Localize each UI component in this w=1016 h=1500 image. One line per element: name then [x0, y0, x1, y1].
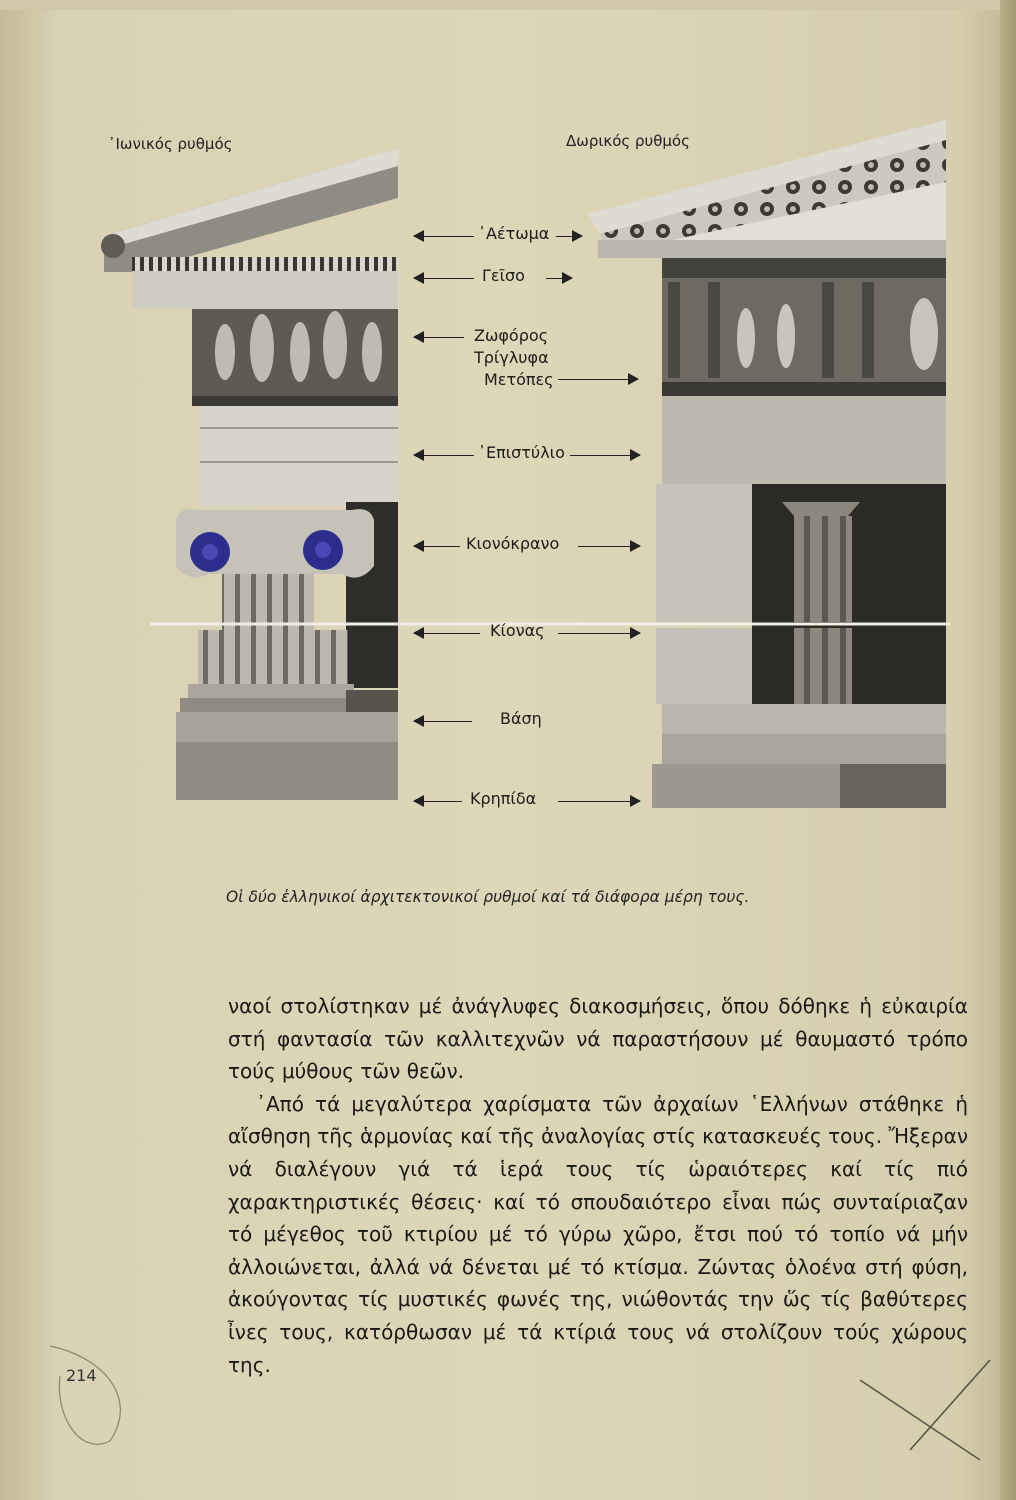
arrow-vasi-left	[414, 721, 472, 722]
label-krepida: Κρηπίδα	[470, 789, 537, 808]
arrow-kionas-left	[414, 633, 480, 634]
label-kionas: Κίονας	[490, 621, 545, 640]
doric-order-title: Δωρικός ρυθμός	[566, 132, 690, 150]
figure-caption: Οἱ δύο ἑλληνικοί ἀρχιτεκτονικοί ρυθμοί καί τά διάφορα μέρη τους.	[226, 888, 750, 906]
arrow-kionokrano-right	[578, 546, 640, 547]
label-kionokrano: Κιονόκρανο	[466, 534, 560, 553]
arrow-geiso-left	[414, 278, 474, 279]
label-vasi: Βάση	[500, 709, 542, 728]
arrow-kionokrano-left	[414, 546, 460, 547]
paragraph: ναοί στολίστηκαν μέ ἀνάγλυφες διακοσμήσεις, ὅπου δόθηκε ἡ εὐκαιρία στή φαντασία τῶν καλλιτεχνῶν νά παραστήσουν μέ θαυμαστό τρόπο τούς μύθους τῶν θεῶν.	[228, 994, 968, 1084]
arrow-aetoma-left	[414, 236, 474, 237]
paragraph: ᾿Από τά μεγαλύτερα χαρίσματα τῶν ἀρχαίων ῾Ελλήνων στάθηκε ἡ αἴσθηση τῆς ἁρμονίας καί τῆς ἀναλογίας στίς κατασκευές τους. Ἤξεραν νά διαλέγουν γιά τά ἱερά τους τίς ὡραιότερες καί τίς πιό χαρακτηριστικές θέσεις· καί τό σπουδαιότερο εἶναι πώς συνταίριαζαν τό μέγεθος τοῦ κτιρίου μέ τό γύρω χῶρο, ἔτσι πού τό τοπίο νά μήν ἀλλοιώνεται, ἀλλά νά δένεται μέ τό κτίσμα. Ζώντας ὁλοένα στή φύση, ἀκούγοντας τίς μυστικές φωνές της, νιώθοντάς την ὥς τίς βαθύτερες ἶνες τους, κατόρθωσαν μέ τά κτίριά τους νά στολίζουν τούς χώρους της.	[228, 1091, 968, 1377]
label-zoforos: Ζωφόρος	[474, 326, 549, 345]
arrow-zoforos-left	[414, 337, 464, 338]
page-number: 214	[66, 1366, 97, 1385]
doric-order-figure	[588, 120, 946, 808]
ionic-order-figure	[101, 148, 398, 800]
ionic-order-title: ᾿Ιωνικός ρυθμός	[108, 135, 233, 153]
label-geiso: Γεῖσο	[482, 266, 525, 285]
pencil-cross-mark	[850, 1350, 1010, 1470]
label-triglyfa: Τρίγλυφα	[474, 348, 549, 367]
arrow-krepida-left	[414, 801, 462, 802]
arrow-metopes-right	[558, 379, 638, 380]
arrow-epistylio-right	[570, 455, 640, 456]
arrow-aetoma-right	[556, 236, 582, 237]
label-metopes: Μετόπες	[484, 370, 554, 389]
pencil-scribble	[40, 1336, 150, 1456]
arrow-epistylio-left	[414, 455, 474, 456]
arrow-krepida-right	[558, 801, 640, 802]
label-aetoma: ᾿Αέτωμα	[478, 224, 550, 243]
arrow-geiso-right	[546, 278, 572, 279]
arrow-kionas-right	[558, 633, 640, 634]
body-text	[228, 990, 968, 1381]
label-epistylio: ᾿Επιστύλιο	[478, 443, 565, 462]
